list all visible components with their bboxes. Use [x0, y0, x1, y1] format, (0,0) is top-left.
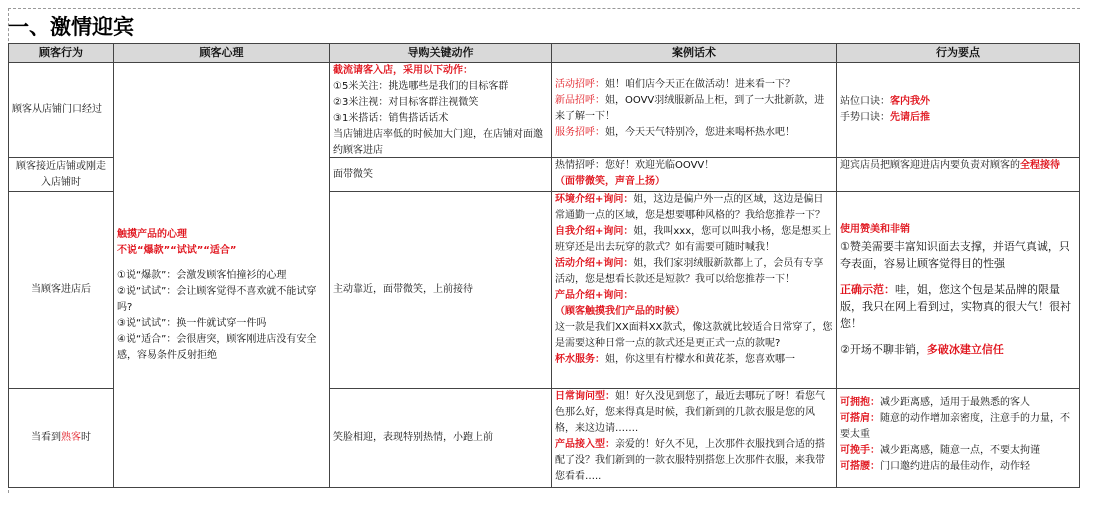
case-text: 姐，我叫xxx，您可以叫我小杨，您是想买上班穿还是出去玩穿的款式？如有需要可随时喊我！: [555, 226, 832, 253]
point-tag: 可拥抱：: [840, 397, 880, 408]
point-label: 手势口诀：: [840, 112, 890, 123]
point-highlight: 多破冰建立信任: [926, 343, 1004, 356]
points-heading: 使用赞美和非销: [840, 224, 910, 235]
behavior-cell: [9, 158, 114, 192]
action-cell: [330, 192, 552, 389]
action-text: 主动靠近，面带微笑，上前接待: [333, 284, 473, 295]
action-cell: [330, 63, 552, 158]
case-tag: 日常询问型：: [555, 391, 615, 402]
case-text: 姐，OOVV羽绒服新品上柜，到了一大批新款，进来了解一下！: [555, 95, 825, 122]
behavior-text: 当顾客进店后: [31, 284, 91, 295]
action-cell: [330, 158, 552, 192]
behavior-text: 顾客从店铺门口经过: [12, 104, 102, 115]
case-tag: 新品招呼：: [555, 95, 605, 106]
guide-table: [8, 43, 1080, 488]
behavior-cell: [9, 192, 114, 389]
action-line: ②3米注视：对目标客群注视微笑: [333, 97, 479, 108]
action-text: 笑脸相迎，表现特别热情，小跑上前: [333, 432, 493, 443]
behavior-cell: [9, 389, 114, 488]
psych-line: ③说“试试”：换一件就试穿一件吗: [117, 317, 267, 329]
action-cell: [330, 389, 552, 488]
point-text: 减少距离感，适用于最熟悉的客人: [880, 397, 1030, 408]
section-title: 一、激情迎宾: [8, 15, 134, 39]
header-row: [9, 44, 1080, 63]
point-tag: 可搭腰：: [840, 461, 880, 472]
point-value: 客内我外: [890, 96, 930, 107]
action-text: 面带微笑: [333, 168, 373, 180]
action-line: 当店铺进店率低的时候加大门迎，在店铺对面邀约顾客进店: [333, 129, 543, 156]
behavior-text: 顾客接近店铺或刚走入店铺时: [16, 160, 106, 188]
psych-cell: [114, 63, 330, 488]
case-tag: 活动招呼：: [555, 79, 605, 90]
point-text: ①赞美需要丰富知识面去支撑，并语气真诚，只夸表面，容易让顾客觉得目的性强: [840, 240, 1070, 270]
case-red-note: （顾客触摸我们产品的时候）: [555, 306, 685, 317]
case-cell: [552, 158, 837, 192]
case-tag: 活动介绍+询问：: [555, 258, 634, 269]
point-tag: 可挽手：: [840, 445, 880, 456]
case-tag: 杯水服务：: [555, 354, 605, 365]
action-line: ①5米关注：挑选哪些是我们的目标客群: [333, 81, 509, 92]
header-behavior: 顾客行为: [9, 44, 114, 63]
behavior-text: 时: [81, 432, 91, 443]
point-text: 减少距离感，随意一点，不要太拘谨: [880, 445, 1040, 456]
case-text: 姐，这边是偏户外一点的区域，这边是偏日常通勤一点的区域，您是想要哪种风格的？我给您推荐一下？: [555, 194, 825, 221]
case-cell: [552, 389, 837, 488]
case-red-note: （面带微笑，声音上扬）: [555, 176, 665, 187]
case-text: 姐，你这里有柠檬水和黄花茶，您喜欢哪一: [605, 354, 795, 365]
header-psych: 顾客心理: [114, 44, 330, 63]
behavior-highlight: 熟客: [61, 432, 81, 443]
psych-line: ②说“试试”：会让顾客觉得不喜欢就不能试穿吗?: [117, 285, 317, 313]
case-text: 姐，我们家羽绒服新款都上了，会员有专享活动，您是想看长款还是短款？我可以给您推荐一下！: [555, 258, 824, 285]
point-highlight: 全程接待: [1020, 160, 1060, 171]
points-cell: [837, 63, 1080, 158]
case-cell: [552, 192, 837, 389]
case-tag: 产品介绍+询问：: [555, 290, 634, 301]
header-case: 案例话术: [552, 44, 837, 63]
point-label: 站位口诀：: [840, 96, 890, 107]
psych-line: ④说“适合”：会很唐突，顾客刚进店没有安全感，容易条件反射拒绝: [117, 333, 317, 361]
point-text: 门口邀约进店的最佳动作，动作轻: [880, 461, 1030, 472]
case-tag: 服务招呼：: [555, 127, 605, 138]
case-text: 姐！好久没见到您了，最近去哪玩了呀！看您气色那么好，您来得真是时候，我们新到的几款衣服是您的风格，来这边请…….: [555, 391, 825, 434]
case-tag: 自我介绍+询问：: [555, 226, 634, 237]
points-cell: [837, 192, 1080, 389]
case-text: 姐，今天天气特别冷，您进来喝杯热水吧！: [605, 127, 795, 138]
header-points: 行为要点: [837, 44, 1080, 63]
psych-subheading: 不说“爆款”“试试”“适合”: [117, 244, 237, 256]
case-tag: 环境介绍+询问：: [555, 194, 634, 205]
case-text: 热情招呼：您好！欢迎光临OOVV！: [555, 160, 715, 171]
header-action: 导购关键动作: [330, 44, 552, 63]
behavior-cell: [9, 63, 114, 158]
action-line: ③1米搭话：销售搭话话术: [333, 113, 449, 124]
psych-line: ①说“爆款”：会激发顾客怕撞衫的心理: [117, 269, 287, 281]
point-text: 哇，姐，您这个包是某品牌的限量版，我只在网上看到过，实物真的很大气！很衬您！: [840, 283, 1071, 330]
case-text: 这一款是我们XX面料XX款式，像这款就比较适合日常穿了，您是需要这种日常一点的款式还是更正式一点的款呢?: [555, 322, 833, 349]
points-cell: [837, 389, 1080, 488]
point-text: 迎宾店员把顾客迎进店内要负责对顾客的: [840, 160, 1020, 171]
case-cell: [552, 63, 837, 158]
points-cell: [837, 158, 1080, 192]
point-tag: 可搭肩：: [840, 413, 880, 424]
behavior-text: 当看到: [31, 432, 61, 443]
action-heading: 截流请客入店，采用以下动作：: [333, 65, 473, 76]
point-tag: 正确示范：: [840, 283, 895, 296]
table-row: [9, 63, 1080, 158]
case-text: 亲爱的！好久不见，上次那件衣服找到合适的搭配了没？我们新到的一款衣服特别搭您上次那件衣服，来我带您看看…..: [555, 439, 825, 482]
point-text: ②开场不聊非销，: [840, 343, 927, 356]
psych-heading: 触摸产品的心理: [117, 228, 187, 240]
case-text: 姐！咱们店今天正在做活动！进来看一下？: [605, 79, 795, 90]
case-tag: 产品接入型：: [555, 439, 615, 450]
point-value: 先请后推: [890, 112, 930, 123]
point-text: 随意的动作增加亲密度，注意手的力量，不要太重: [840, 413, 1070, 440]
